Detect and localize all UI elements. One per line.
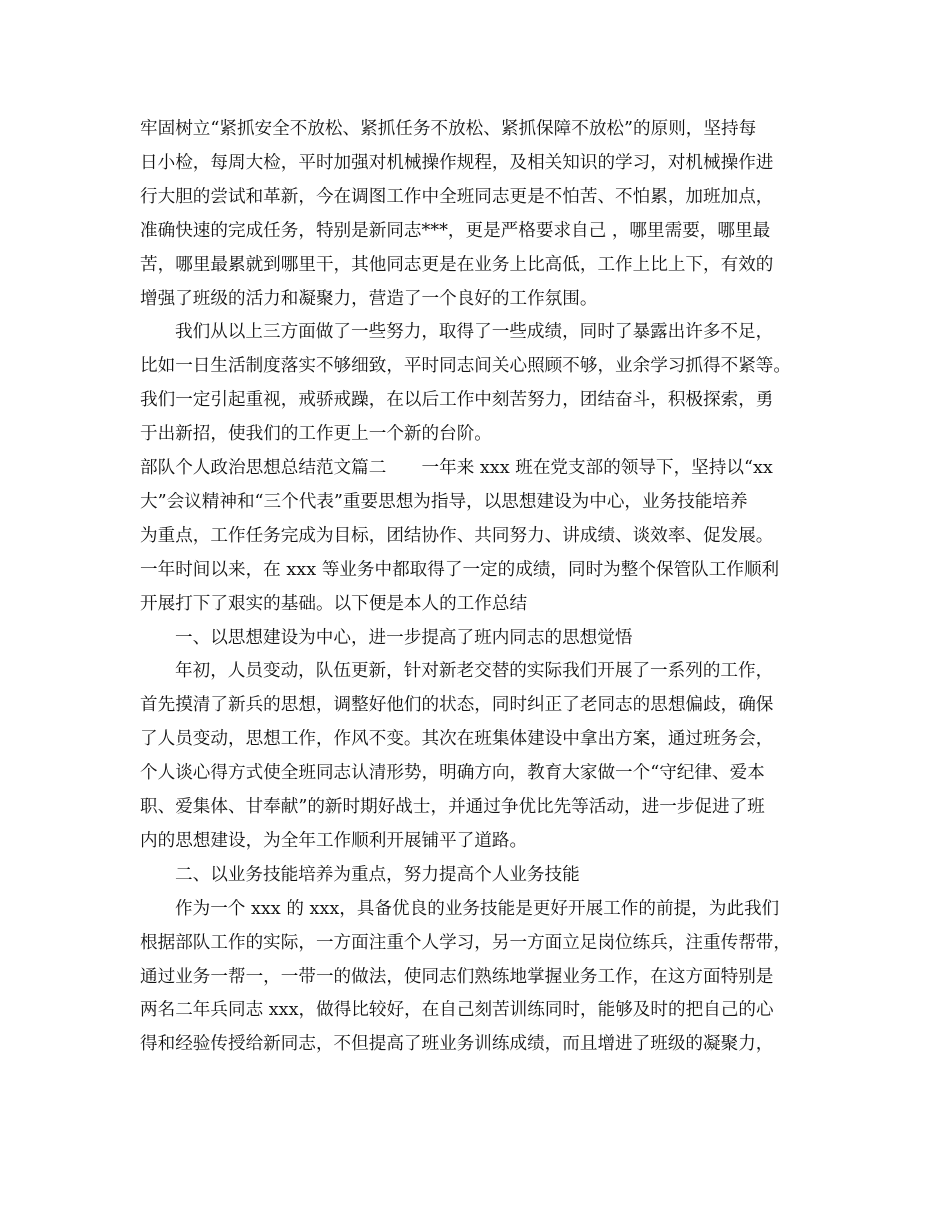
- text-line: 年初，人员变动，队伍更新，针对新老交替的实际我们开展了一系列的工作，: [175, 661, 774, 681]
- text-line: 两名二年兵同志 xxx，做得比较好，在自己刻苦训练同时，能够及时的把自己的心: [140, 1000, 774, 1020]
- text-line: 作为一个 xxx 的 xxx，具备优良的业务技能是更好开展工作的前提，为此我们: [175, 899, 780, 919]
- text-line: 首先摸清了新兵的思想，调整好他们的状态，同时纠正了老同志的思想偏歧，确保: [140, 695, 774, 715]
- subheading: 二、以业务技能培养为重点，努力提高个人业务技能: [175, 865, 580, 885]
- text-line: 大”会议精神和“三个代表”重要思想为指导，以思想建设为中心，业务技能培养: [140, 492, 748, 512]
- text-line: 了人员变动，思想工作，作风不变。其次在班集体建设中拿出方案，通过班务会，: [140, 729, 774, 749]
- text-line: 增强了班级的活力和凝聚力，营造了一个良好的工作氛围。: [140, 289, 598, 309]
- text-line: 牢固树立“紧抓安全不放松、紧抓任务不放松、紧抓保障不放松”的原则，坚持每: [140, 119, 757, 139]
- text-line: 行大胆的尝试和革新，今在调图工作中全班同志更是不怕苦、不怕累，加班加点，: [140, 187, 774, 207]
- text-line: 苦，哪里最累就到哪里干，其他同志更是在业务上比高低，工作上比上下，有效的: [140, 255, 774, 275]
- text-line: 于出新招，使我们的工作更上一个新的台阶。: [140, 424, 492, 444]
- text-line: 内的思想建设，为全年工作顺利开展铺平了道路。: [140, 831, 528, 851]
- text-line: 比如一日生活制度落实不够细致，平时同志间关心照顾不够，业余学习抓得不紧等。: [140, 356, 791, 376]
- subheading: 一、以思想建设为中心，进一步提高了班内同志的思想觉悟: [175, 628, 633, 648]
- text-line: 根据部队工作的实际，一方面注重个人学习，另一方面立足岗位练兵，注重传帮带，: [140, 933, 791, 953]
- text-line: 得和经验传授给新同志，不但提高了班业务训练成绩，而且增进了班级的凝聚力，: [140, 1034, 774, 1054]
- text-line: 日小检，每周大检，平时加强对机械操作规程，及相关知识的学习，对机械操作进: [140, 153, 774, 173]
- text-line: 个人谈心得方式使全班同志认清形势，明确方向，教育大家做一个“守纪律、爱本: [140, 763, 765, 783]
- text-line: 准确快速的完成任务，特别是新同志***，更是严格要求自己 ，哪里需要，哪里最: [140, 221, 771, 241]
- text-line: 我们从以上三方面做了一些努力，取得了一些成绩，同时了暴露出许多不足，: [175, 322, 774, 342]
- section-heading: 部队个人政治思想总结范文篇二 一年来 xxx 班在党支部的领导下，坚持以“xx: [140, 458, 773, 478]
- text-line: 我们一定引起重视，戒骄戒躁，在以后工作中刻苦努力，团结奋斗，积极探索，勇: [140, 390, 774, 410]
- text-line: 为重点，工作任务完成为目标，团结协作、共同努力、讲成绩、谈效率、促发展。: [140, 526, 774, 546]
- text-line: 职、爱集体、甘奉献”的新时期好战士，并通过争优比先等活动，进一步促进了班: [140, 797, 765, 817]
- text-line: 一年时间以来，在 xxx 等业务中都取得了一定的成绩，同时为整个保管队工作顺利: [140, 560, 780, 580]
- text-line: 通过业务一帮一，一带一的做法，使同志们熟练地掌握业务工作，在这方面特别是: [140, 967, 774, 987]
- text-line: 开展打下了艰实的基础。以下便是本人的工作总结: [140, 594, 528, 614]
